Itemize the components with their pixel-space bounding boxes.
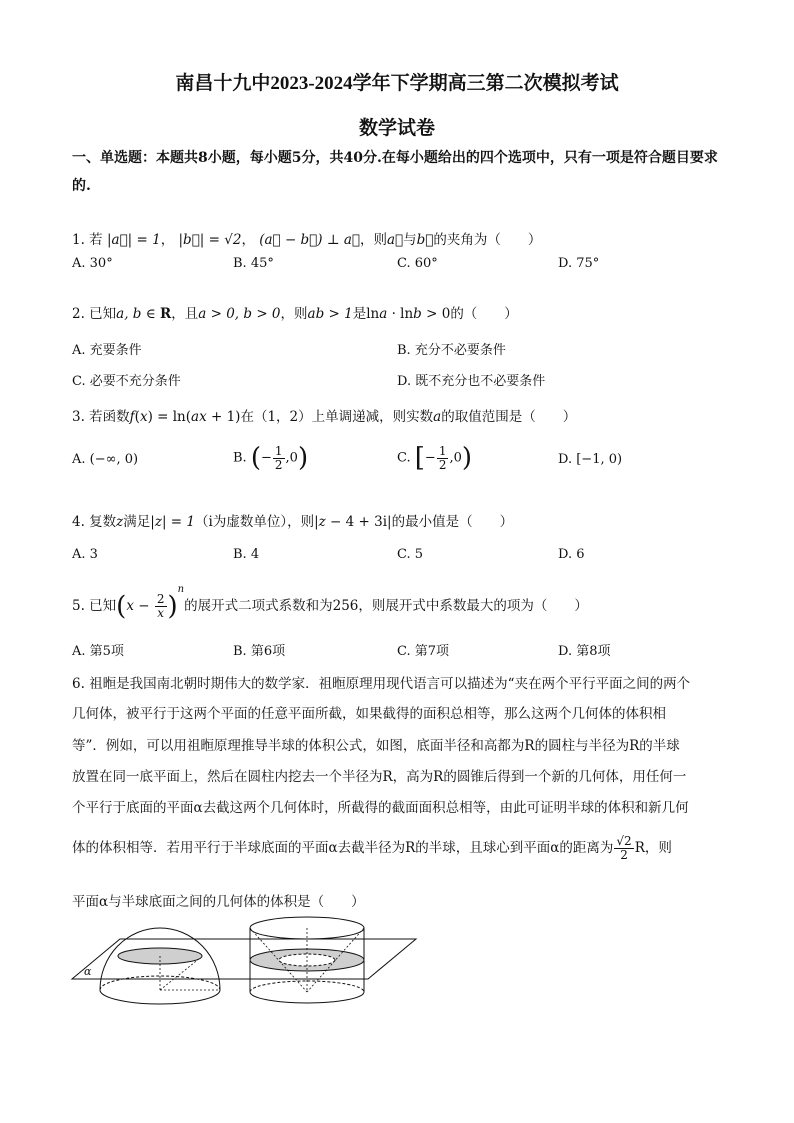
- q4-formula-1: |z| = 1: [150, 514, 195, 530]
- q2-formula-1: a, b ∈ R: [116, 306, 172, 322]
- q3-option-d: [558, 452, 622, 467]
- q5-x: x: [126, 598, 134, 614]
- q4-formula-2: |z − 4 + 3i|: [314, 514, 392, 530]
- q5-paren-l: (: [116, 591, 127, 622]
- q4-option-a: A. 3: [72, 547, 98, 562]
- question-3: [72, 405, 576, 425]
- question-5: [72, 584, 588, 622]
- q3-option-b-paren-r: ): [297, 443, 309, 473]
- q1-prefix: 1. 若: [72, 232, 103, 248]
- q6-line-7: 平面α与半球底面之间的几何体的体积是（ ）: [72, 894, 365, 910]
- q1-option-c: C. 60°: [397, 256, 438, 271]
- q1-vec-a: a⃗: [386, 232, 404, 248]
- q1-option-d: D. 75°: [558, 256, 600, 271]
- q3-formula-1: f(x) = ln(ax + 1): [129, 409, 241, 425]
- q3-option-c: [397, 443, 472, 473]
- cylinder-base-back: [250, 981, 364, 992]
- q2-formula-4: lna · lnb > 0: [366, 306, 451, 322]
- q2-t1: ，且: [171, 306, 199, 322]
- question-1: [72, 228, 541, 248]
- q1-option-a: A. 30°: [72, 256, 113, 271]
- q5-option-d: D. 第8项: [558, 644, 611, 659]
- q5-exponent: n: [177, 584, 185, 595]
- q3-option-c-label: C.: [397, 450, 411, 466]
- q4-option-d: D. 6: [558, 547, 585, 562]
- q2-t2: ，则: [280, 306, 308, 322]
- question-4: [72, 510, 513, 530]
- q3-option-c-minus: −: [424, 450, 436, 466]
- q3-option-b-frac: $\frac{1}{2}$: [274, 443, 283, 472]
- q3-formula-2: a: [433, 409, 442, 425]
- q3-option-c-frac: $\frac{1}{2}$: [438, 443, 447, 472]
- q1-and: 与: [403, 232, 417, 248]
- alpha-label: α: [84, 965, 92, 978]
- hemisphere-base-front: [100, 990, 220, 1004]
- q1-formula-b: |b⃗| = √2: [178, 232, 242, 248]
- q3-option-c-bracket-l: [: [414, 443, 425, 473]
- q1-vec-b: b⃗: [416, 232, 434, 248]
- q4-option-c: C. 5: [397, 547, 424, 562]
- q2-t4: 的（ ）: [450, 306, 518, 322]
- q5-paren-r: ): [167, 591, 178, 622]
- q5-option-c: C. 第7项: [397, 644, 450, 659]
- q1-sep3: ，则: [359, 232, 387, 248]
- question-2: [72, 302, 518, 322]
- q4-t3: 的最小值是（ ）: [391, 514, 514, 530]
- q6-line-5: 个平行于底面的平面α去截这两个几何体时，所截得的截面面积总相等，由此可证明半球的体积和新几何: [72, 800, 689, 816]
- q1-sep1: ，: [160, 232, 175, 248]
- q4-var-z: z: [116, 514, 124, 530]
- q4-option-b: B. 4: [233, 547, 260, 562]
- q3-option-c-zero: ,0: [449, 450, 462, 466]
- q2-formula-3: ab > 1: [307, 306, 353, 322]
- q3-option-c-paren-r: ): [461, 443, 473, 473]
- q2-option-c: C. 必要不充分条件: [72, 374, 181, 389]
- q5-prefix: 5. 已知: [72, 598, 117, 614]
- q6-line-1: 6. 祖暅是我国南北朝时期伟大的数学家．祖暅原理用现代语言可以描述为“夹在两个平行平面之间的两个: [72, 676, 691, 692]
- q4-prefix: 4. 复数: [72, 514, 117, 530]
- q1-formula-a: |a⃗| = 1: [106, 232, 161, 248]
- q2-formula-2: a > 0, b > 0: [198, 306, 281, 322]
- q3-option-b-minus: −: [260, 450, 272, 466]
- q6-line-6b: R，则: [634, 840, 672, 856]
- q3-t1: 在（1，2）上单调递减，则实数: [240, 409, 434, 425]
- q6-line-6: [72, 835, 672, 862]
- q1-tail: 的夹角为（ ）: [433, 232, 542, 248]
- q1-sep2: ，: [241, 232, 255, 248]
- q3-option-a-formula: (−∞, 0): [89, 452, 139, 467]
- q3-option-a: [72, 452, 138, 467]
- q6-line-2: 几何体，被平行于这两个平面的任意平面所截，如果截得的面积总相等，那么这两个几何体的体积相: [72, 706, 666, 722]
- hemisphere-base-back: [100, 976, 220, 990]
- q3-option-b-zero: ,0: [285, 450, 298, 466]
- q6-line-3: 等”．例如，可以用祖暅原理推导半球的体积公式，如图，底面半径和高都为R的圆柱与半径为R的半球: [72, 738, 680, 754]
- q3-option-d-label: D.: [558, 452, 573, 467]
- q5-t1: 的展开式二项式系数和为256，则展开式中系数最大的项为（ ）: [184, 598, 588, 614]
- q4-t2: （i为虚数单位），则: [195, 514, 315, 530]
- q3-option-a-label: A.: [72, 452, 86, 467]
- q5-frac: $\frac{2}{x}$: [156, 592, 165, 620]
- q3-option-b-paren-l: (: [250, 443, 261, 473]
- q2-option-d: D. 既不充分也不必要条件: [397, 374, 546, 389]
- q2-t3: 是: [352, 306, 367, 322]
- q3-option-d-formula: [−1, 0): [576, 452, 623, 467]
- q2-prefix: 2. 已知: [72, 306, 117, 322]
- q6-frac: $\frac{√2}{2}$: [616, 834, 632, 862]
- q4-t1: 满足: [123, 514, 151, 530]
- exam-subtitle: 数学试卷: [358, 118, 435, 139]
- q3-option-b: [233, 443, 308, 473]
- q3-t2: 的取值范围是（ ）: [441, 409, 577, 425]
- q6-figure: [68, 912, 420, 1012]
- q6-line-4: 放置在同一底平面上，然后在圆柱内挖去一个半径为R，高为R的圆锥后得到一个新的几何体，用任何一: [72, 769, 687, 785]
- q2-option-a: A. 充要条件: [72, 343, 142, 358]
- q1-formula-c: (a⃗ − b⃗) ⊥ a⃗: [259, 232, 360, 248]
- exam-title: 南昌十九中2023-2024学年下学期高三第二次模拟考试: [175, 73, 619, 94]
- q6-line-6a: 体的体积相等．若用平行于半球底面的平面α去截半径为R的半球，且球心到平面α的距离为: [72, 840, 614, 856]
- q3-prefix: 3. 若函数: [72, 409, 130, 425]
- section-heading: 一、单选题：本题共8小题，每小题5分，共40分.在每小题给出的四个选项中，只有一项是符合题目要求的.: [72, 150, 718, 194]
- cylinder-base-front: [250, 992, 364, 1003]
- q1-option-b: B. 45°: [233, 256, 274, 271]
- q2-option-b: B. 充分不必要条件: [397, 343, 506, 358]
- q3-option-b-label: B.: [233, 450, 247, 466]
- q5-minus: −: [133, 598, 154, 614]
- q5-option-b: B. 第6项: [233, 644, 286, 659]
- q5-option-a: A. 第5项: [72, 644, 124, 659]
